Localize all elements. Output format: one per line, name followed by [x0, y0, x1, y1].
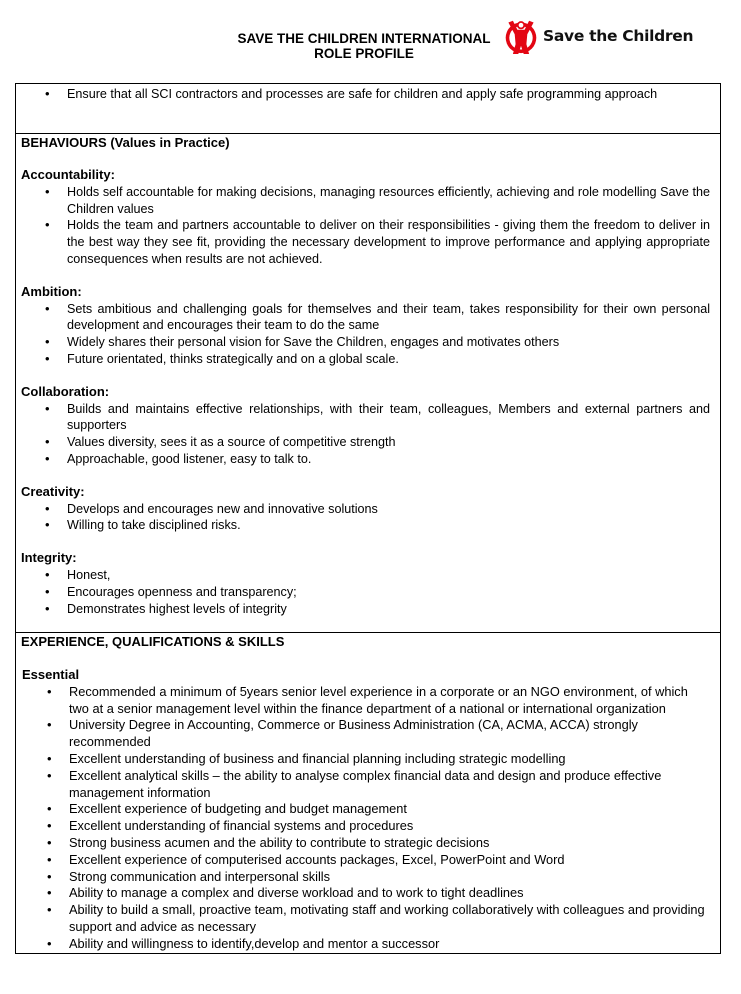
- list-item: • Sets ambitious and challenging goals for themselves and their team, takes responsibility for their own personal development and encourages their team to do the same: [67, 301, 710, 335]
- safeguarding-list: [22, 86, 714, 103]
- title-line-1: SAVE THE CHILDREN INTERNATIONAL: [237, 31, 491, 46]
- list-item: • Encourages openness and transparency;: [67, 584, 710, 601]
- list-item: • Excellent experience of budgeting and budget management: [69, 801, 710, 818]
- list-item: • Future orientated, thinks strategically and on a global scale.: [67, 351, 710, 368]
- accountability-list: [22, 184, 714, 268]
- safeguarding-section: [16, 84, 720, 134]
- list-item: • Values diversity, sees it as a source of competitive strength: [67, 434, 710, 451]
- creativity-list: [22, 501, 714, 535]
- essential-list: [22, 684, 714, 953]
- list-item: • Develops and encourages new and innovative solutions: [67, 501, 710, 518]
- logo-text: Save the Children: [543, 27, 694, 45]
- list-item: • Ensure that all SCI contractors and processes are safe for children and apply safe programming approach: [67, 86, 710, 103]
- list-item: • Honest,: [67, 567, 710, 584]
- essential-heading: Essential: [22, 667, 80, 682]
- list-item: • University Degree in Accounting, Commerce or Business Administration (CA, ACMA, ACCA) strongly recommended: [69, 717, 710, 751]
- ambition-list: [22, 301, 714, 368]
- behaviours-heading: BEHAVIOURS (Values in Practice): [21, 135, 230, 150]
- child-figure-icon: [503, 17, 539, 55]
- list-item: • Holds self accountable for making decisions, managing resources efficiently, achieving and role modelling Save the Children values: [67, 184, 710, 218]
- list-item: • Willing to take disciplined risks.: [67, 517, 710, 534]
- behaviours-section: [16, 135, 720, 633]
- collaboration-list: [22, 401, 714, 468]
- experience-heading: EXPERIENCE, QUALIFICATIONS & SKILLS: [21, 634, 285, 649]
- list-item: • Strong business acumen and the ability to contribute to strategic decisions: [69, 835, 710, 852]
- list-item: • Ability to build a small, proactive team, motivating staff and working collaboratively with colleagues and providing support and advice as necessary: [69, 902, 710, 936]
- page-header: [0, 0, 741, 80]
- list-item: • Demonstrates highest levels of integrity: [67, 601, 710, 618]
- ambition-heading: Ambition:: [21, 283, 82, 299]
- list-item: • Excellent analytical skills – the ability to analyse complex financial data and design and produce effective management information: [69, 768, 710, 802]
- list-item: • Strong communication and interpersonal skills: [69, 869, 710, 886]
- list-item: • Ability to manage a complex and diverse workload and to work to tight deadlines: [69, 885, 710, 902]
- save-the-children-logo: [503, 16, 693, 56]
- integrity-list: [22, 567, 714, 617]
- list-item: • Approachable, good listener, easy to talk to.: [67, 451, 710, 468]
- list-item: • Excellent understanding of business and financial planning including strategic modelling: [69, 751, 710, 768]
- integrity-heading: Integrity:: [21, 550, 77, 566]
- title-line-2: ROLE PROFILE: [314, 46, 414, 61]
- role-profile-table: [15, 83, 721, 954]
- collaboration-heading: Collaboration:: [21, 383, 110, 399]
- creativity-heading: Creativity:: [21, 483, 85, 499]
- list-item: • Excellent understanding of financial systems and procedures: [69, 818, 710, 835]
- list-item: • Builds and maintains effective relationships, with their team, colleagues, Members and external partners and supporters: [67, 401, 710, 435]
- list-item: • Holds the team and partners accountable to deliver on their responsibilities - giving them the freedom to deliver in the best way they see fit, providing the necessary development to improve performance and applying appropriate consequences when results are not achieved.: [67, 217, 710, 267]
- accountability-heading: Accountability:: [21, 167, 115, 182]
- list-item: • Ability and willingness to identify,develop and mentor a successor: [69, 936, 710, 953]
- experience-section: [16, 634, 720, 953]
- list-item: • Excellent experience of computerised accounts packages, Excel, PowerPoint and Word: [69, 852, 710, 869]
- list-item: • Widely shares their personal vision for Save the Children, engages and motivates others: [67, 334, 710, 351]
- list-item: • Recommended a minimum of 5years senior level experience in a corporate or an NGO environment, of which two at a senior management level within the finance department of a national or international organization: [69, 684, 710, 718]
- document-title: [222, 31, 506, 61]
